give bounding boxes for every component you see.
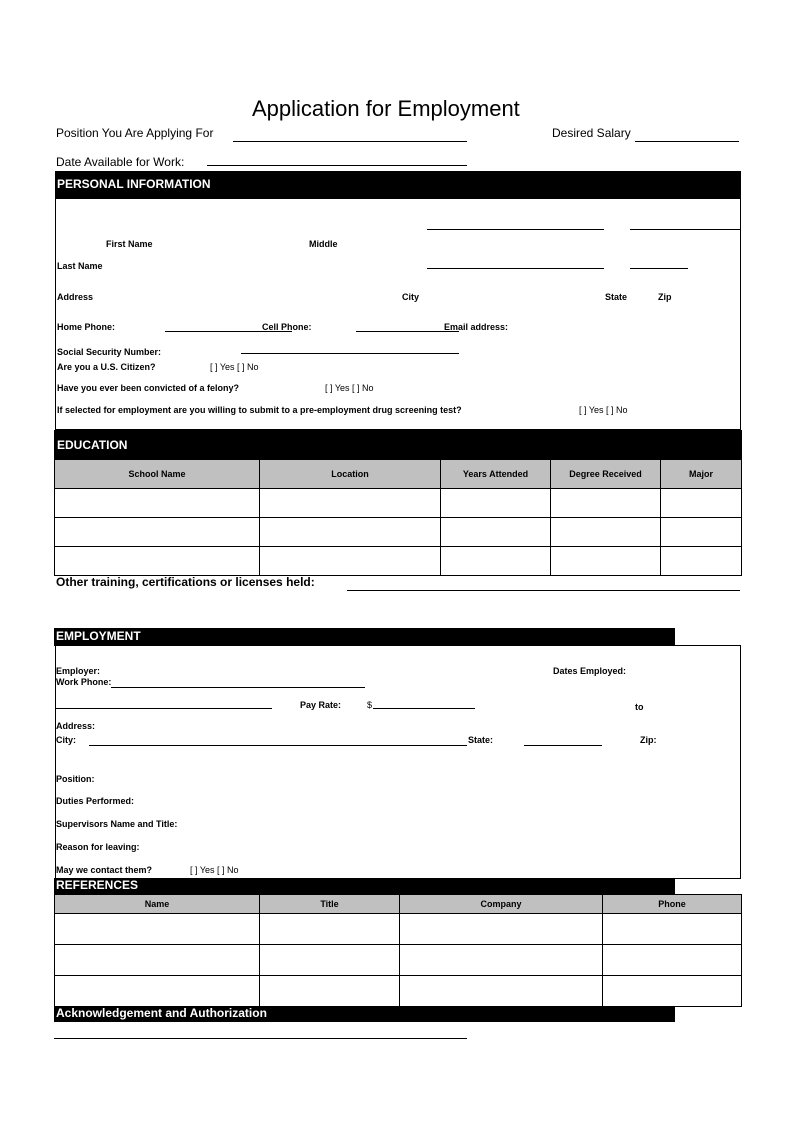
table-cell[interactable]	[55, 489, 260, 518]
signature-line[interactable]	[54, 1038, 467, 1039]
city-label: City	[402, 292, 420, 302]
employer-zip-label: Zip:	[640, 735, 657, 745]
table-row	[55, 945, 742, 976]
state-label: State	[605, 292, 628, 302]
contact-checkboxes[interactable]: [ ] Yes [ ] No	[190, 865, 239, 875]
name-line-2[interactable]	[630, 229, 740, 230]
column-school-name: School Name	[55, 460, 260, 489]
dollar-sign: $	[367, 700, 373, 710]
table-cell[interactable]	[260, 547, 441, 576]
table-cell[interactable]	[260, 945, 400, 976]
work-phone-label: Work Phone:	[56, 677, 112, 687]
position-input-line[interactable]	[233, 141, 467, 142]
position-held-label: Position:	[56, 774, 95, 784]
table-row	[55, 518, 742, 547]
name-line-1[interactable]	[427, 229, 604, 230]
table-cell[interactable]	[661, 518, 742, 547]
table-cell[interactable]	[661, 489, 742, 518]
page-title: Application for Employment	[252, 96, 520, 121]
drug-test-question: If selected for employment are you willing to submit to a pre-employment drug screening test?	[57, 405, 462, 415]
table-cell[interactable]	[55, 914, 260, 945]
salary-label: Desired Salary	[552, 126, 631, 140]
column-company: Company	[400, 895, 603, 914]
other-training-label: Other training, certifications or licenses held:	[56, 575, 315, 589]
work-phone-line[interactable]	[56, 708, 272, 709]
table-row	[55, 547, 742, 576]
table-cell[interactable]	[55, 945, 260, 976]
education-table	[54, 430, 742, 576]
email-label: Email address:	[444, 322, 509, 332]
table-cell[interactable]	[400, 976, 603, 1007]
middle-label: Middle	[309, 239, 338, 249]
pay-rate-label: Pay Rate:	[300, 700, 342, 710]
column-years-attended: Years Attended	[441, 460, 551, 489]
table-row	[55, 489, 742, 518]
table-cell[interactable]	[55, 518, 260, 547]
citizen-checkboxes[interactable]: [ ] Yes [ ] No	[210, 362, 259, 372]
employer-city-line[interactable]	[89, 745, 467, 746]
table-cell[interactable]	[441, 489, 551, 518]
references-heading: REFERENCES	[54, 878, 675, 894]
table-cell[interactable]	[55, 547, 260, 576]
date-available-label: Date Available for Work:	[56, 155, 185, 169]
ssn-line[interactable]	[241, 353, 459, 354]
reason-leaving-label: Reason for leaving:	[56, 842, 140, 852]
home-phone-label: Home Phone:	[57, 322, 116, 332]
column-degree-received: Degree Received	[551, 460, 661, 489]
references-table	[54, 894, 742, 1007]
contact-question: May we contact them?	[56, 865, 153, 875]
table-cell[interactable]	[260, 914, 400, 945]
table-cell[interactable]	[441, 518, 551, 547]
table-cell[interactable]	[260, 976, 400, 1007]
acknowledgement-heading: Acknowledgement and Authorization	[54, 1006, 675, 1022]
employer-label: Employer:	[56, 666, 101, 676]
column-title: Title	[260, 895, 400, 914]
felony-checkboxes[interactable]: [ ] Yes [ ] No	[325, 383, 374, 393]
employer-line[interactable]	[111, 687, 365, 688]
duties-label: Duties Performed:	[56, 796, 135, 806]
date-available-input-line[interactable]	[207, 165, 467, 166]
address-line-2[interactable]	[630, 268, 688, 269]
table-row	[55, 976, 742, 1007]
drug-test-checkboxes[interactable]: [ ] Yes [ ] No	[579, 405, 628, 415]
citizen-question: Are you a U.S. Citizen?	[57, 362, 156, 372]
address-label: Address	[57, 292, 94, 302]
table-cell[interactable]	[603, 945, 742, 976]
first-name-label: First Name	[106, 239, 153, 249]
table-cell[interactable]	[603, 976, 742, 1007]
column-major: Major	[661, 460, 742, 489]
employment-section	[55, 645, 741, 879]
table-row	[55, 914, 742, 945]
dates-employed-label: Dates Employed:	[553, 666, 627, 676]
table-cell[interactable]	[400, 945, 603, 976]
to-label: to	[635, 702, 644, 712]
employer-address-label: Address:	[56, 721, 96, 731]
ssn-label: Social Security Number:	[57, 347, 162, 357]
employment-heading: EMPLOYMENT	[54, 628, 675, 646]
table-cell[interactable]	[260, 489, 441, 518]
education-heading: EDUCATION	[55, 431, 260, 460]
last-name-label: Last Name	[57, 261, 103, 271]
table-cell[interactable]	[260, 518, 441, 547]
table-cell[interactable]	[551, 518, 661, 547]
personal-info-heading: PERSONAL INFORMATION	[55, 171, 741, 199]
table-cell[interactable]	[551, 489, 661, 518]
cell-phone-label: Cell Phone:	[262, 322, 312, 332]
zip-label: Zip	[658, 292, 672, 302]
address-line-1[interactable]	[427, 268, 604, 269]
position-label: Position You Are Applying For	[56, 126, 214, 140]
table-cell[interactable]	[603, 914, 742, 945]
table-cell[interactable]	[551, 547, 661, 576]
table-cell[interactable]	[400, 914, 603, 945]
salary-input-line[interactable]	[635, 141, 739, 142]
felony-question: Have you ever been convicted of a felony?	[57, 383, 240, 393]
table-cell[interactable]	[55, 976, 260, 1007]
employer-city-label: City:	[56, 735, 76, 745]
column-location: Location	[260, 460, 441, 489]
supervisor-label: Supervisors Name and Title:	[56, 819, 178, 829]
table-cell[interactable]	[661, 547, 742, 576]
table-cell[interactable]	[441, 547, 551, 576]
column-name: Name	[55, 895, 260, 914]
other-training-line[interactable]	[347, 590, 740, 591]
pay-rate-line[interactable]	[373, 708, 475, 709]
employer-state-label: State:	[468, 735, 494, 745]
column-phone: Phone	[603, 895, 742, 914]
employer-state-line[interactable]	[524, 745, 602, 746]
